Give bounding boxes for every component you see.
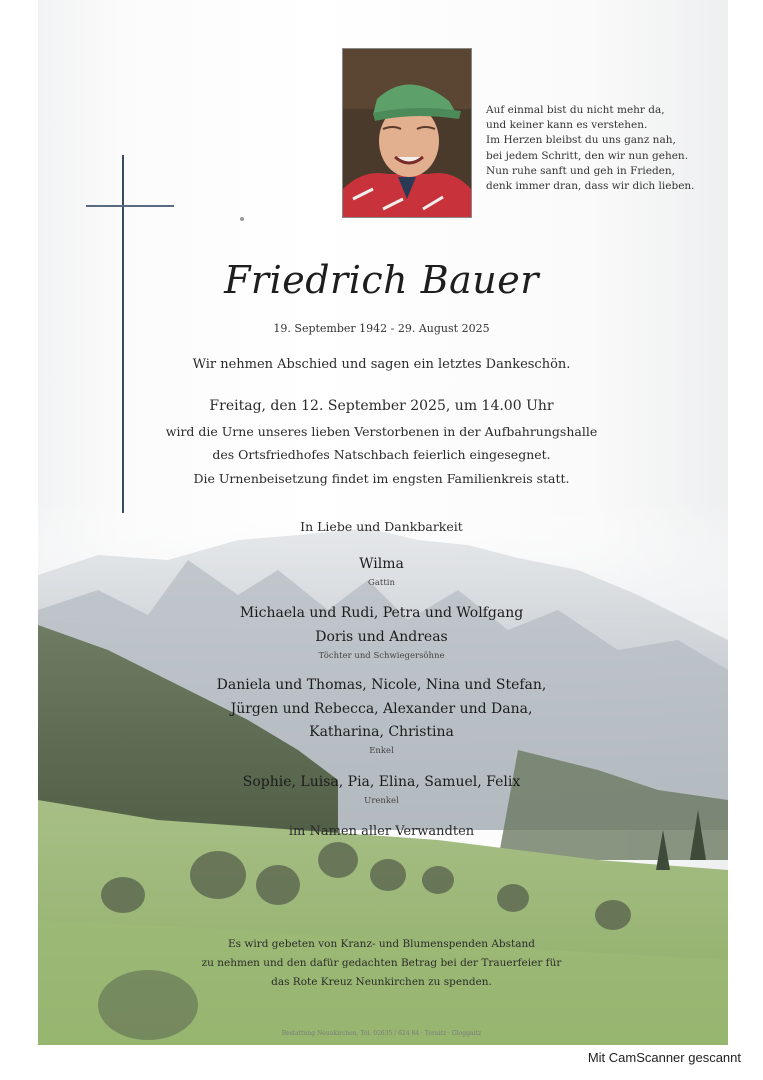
mourner-names: Jürgen und Rebecca, Alexander und Dana, — [230, 701, 533, 717]
life-dates: 19. September 1942 - 29. August 2025 — [273, 322, 490, 335]
relatives-line: im Namen aller Verwandten — [288, 824, 475, 839]
mourners-intro: In Liebe und Dankbarkeit — [300, 519, 463, 534]
scanner-watermark: Mit CamScanner gescannt — [587, 1050, 741, 1065]
funeral-home-footer: Bestattung Neunkirchen, Tel. 02635 / 624 84 · Ternitz · Gloggnitz — [281, 1030, 482, 1037]
mourner-role: Enkel — [369, 746, 394, 756]
service-text-line: des Ortsfriedhofes Natschbach feierlich eingesegnet. — [212, 447, 551, 462]
mourner-names: Katharina, Christina — [309, 724, 454, 740]
poem-line: und keiner kann es verstehen. — [486, 119, 648, 132]
poem-line: Im Herzen bleibst du uns ganz nah, — [486, 134, 676, 147]
farewell-line: Wir nehmen Abschied und sagen ein letztes Dankeschön. — [192, 357, 571, 372]
service-text-line: wird die Urne unseres lieben Verstorbenen in der Aufbahrungshalle — [165, 424, 598, 439]
mourner-names: Sophie, Luisa, Pia, Elina, Samuel, Felix — [242, 774, 521, 790]
donation-note-line: zu nehmen und den dafür gedachten Betrag bei der Trauerfeier für — [201, 957, 562, 969]
mourner-names: Michaela und Rudi, Petra und Wolfgang — [239, 605, 524, 621]
service-date: Freitag, den 12. September 2025, um 14.00 Uhr — [209, 398, 554, 414]
poem-line: bei jedem Schritt, den wir nun gehen. — [486, 149, 689, 162]
memorial-poem — [486, 103, 706, 194]
poem-line: Nun ruhe sanft und geh in Frieden, — [486, 164, 675, 177]
portrait-photo — [342, 48, 472, 218]
mourner-role: Urenkel — [364, 796, 399, 806]
portrait-illustration — [343, 49, 471, 217]
service-text-line: Die Urnenbeisetzung findet im engsten Familienkreis statt. — [193, 471, 570, 486]
cross-horizontal-bar — [86, 205, 174, 207]
poem-line: Auf einmal bist du nicht mehr da, — [486, 104, 665, 116]
donation-note-line: das Rote Kreuz Neunkirchen zu spenden. — [271, 976, 492, 988]
decorative-dot — [240, 217, 244, 221]
mourner-names: Daniela und Thomas, Nicole, Nina und Stefan, — [216, 677, 547, 693]
poem-line: denk immer dran, dass wir dich lieben. — [486, 180, 695, 193]
mourner-names: Doris und Andreas — [315, 629, 448, 645]
donation-note-line: Es wird gebeten von Kranz- und Blumenspenden Abstand — [227, 938, 535, 950]
mourner-names: Wilma — [359, 556, 404, 572]
mourner-role: Töchter und Schwiegersöhne — [318, 651, 445, 661]
mourner-role: Gattin — [368, 578, 395, 588]
deceased-name: Friedrich Bauer — [224, 258, 539, 302]
